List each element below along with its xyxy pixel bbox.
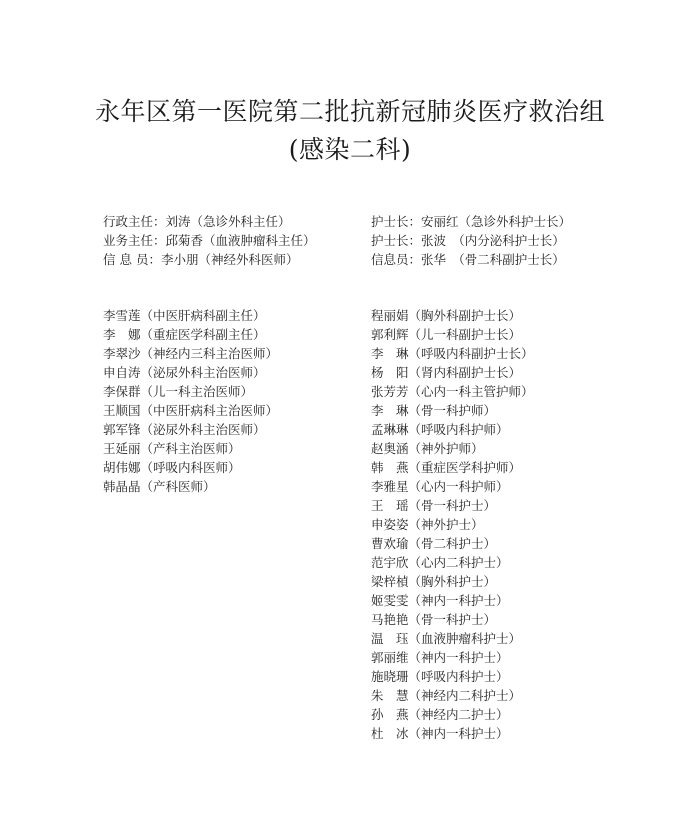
member-row: 李翠沙（神经内三科主治医师） xyxy=(103,346,279,361)
leader-row: 信息员：张华 （骨二科副护士长） xyxy=(371,252,565,267)
member-row: 申自涛（泌尿外科主治医师） xyxy=(103,365,266,380)
member-row: 韩 燕（重症医学科护师） xyxy=(371,460,522,475)
member-row: 温 珏（血液肿瘤科护士） xyxy=(371,631,522,646)
member-row: 孟琳琳（呼吸内科护师） xyxy=(371,422,509,437)
member-row: 施晓珊（呼吸内科护士） xyxy=(371,669,509,684)
member-row: 朱 慧（神经内二科护士） xyxy=(371,688,522,703)
member-row: 孙 燕（神经内二护士） xyxy=(371,707,509,722)
member-row: 郭丽维（神内一科护士） xyxy=(371,650,509,665)
leaders-right-column xyxy=(371,212,571,269)
leader-row: 业务主任：邱菊香（血液肿瘤科主任） xyxy=(103,233,316,248)
member-row: 王 瑶（骨一科护士） xyxy=(371,498,497,513)
member-row: 李 琳（呼吸内科副护士长） xyxy=(371,346,534,361)
member-row: 王顺国（中医肝病科主治医师） xyxy=(103,403,279,418)
member-row: 杜 冰（神内一科护士） xyxy=(371,726,509,741)
member-row: 姬雯雯（神内一科护士） xyxy=(371,593,509,608)
leader-row: 护士长：安丽红（急诊外科护士长） xyxy=(371,214,572,229)
document-subtitle: (感染二科) xyxy=(288,135,412,164)
member-row: 李雅星（心内一科护师） xyxy=(371,479,509,494)
member-row: 赵奥涵（神外护师） xyxy=(371,441,484,456)
document-title: 永年区第一医院第二批抗新冠肺炎医疗救治组 xyxy=(94,97,605,126)
member-row: 李保群（儿一科主治医师） xyxy=(103,384,254,399)
leader-row: 护士长：张波 （内分泌科护士长） xyxy=(371,233,565,248)
member-row: 曹欢瑜（骨二科护士） xyxy=(371,536,497,551)
members-right-column xyxy=(371,306,534,743)
member-row: 韩晶晶（产科医师） xyxy=(103,479,216,494)
member-row: 杨 阳（肾内科副护士长） xyxy=(371,365,522,380)
member-row: 申姿姿（神外护士） xyxy=(371,517,484,532)
member-row: 王延丽（产科主治医师） xyxy=(103,441,241,456)
member-row: 梁梓楨（胸外科护士） xyxy=(371,574,497,589)
member-row: 马艳艳（骨一科护士） xyxy=(371,612,497,627)
leaders-left-column xyxy=(103,212,316,269)
member-row: 郭利辉（儿一科副护士长） xyxy=(371,327,522,342)
member-row: 胡伟娜（呼吸内科医师） xyxy=(103,460,241,475)
member-row: 李雪莲（中医肝病科副主任） xyxy=(103,308,266,323)
members-left-column xyxy=(103,306,278,496)
member-row: 程丽娟（胸外科副护士长） xyxy=(371,308,522,323)
member-row: 李 琳（骨一科护师） xyxy=(371,403,497,418)
member-row: 张芳芳（心内一科主管护师） xyxy=(371,384,534,399)
member-row: 郭军锋（泌尿外科主治医师） xyxy=(103,422,266,437)
leader-row: 行政主任：刘涛（急诊外科主任） xyxy=(103,214,291,229)
member-row: 李 娜（重症医学科副主任） xyxy=(103,327,266,342)
member-row: 范宇欣（心内二科护士） xyxy=(371,555,509,570)
leader-row: 信 息 员：李小朋（神经外科医师） xyxy=(103,252,299,267)
